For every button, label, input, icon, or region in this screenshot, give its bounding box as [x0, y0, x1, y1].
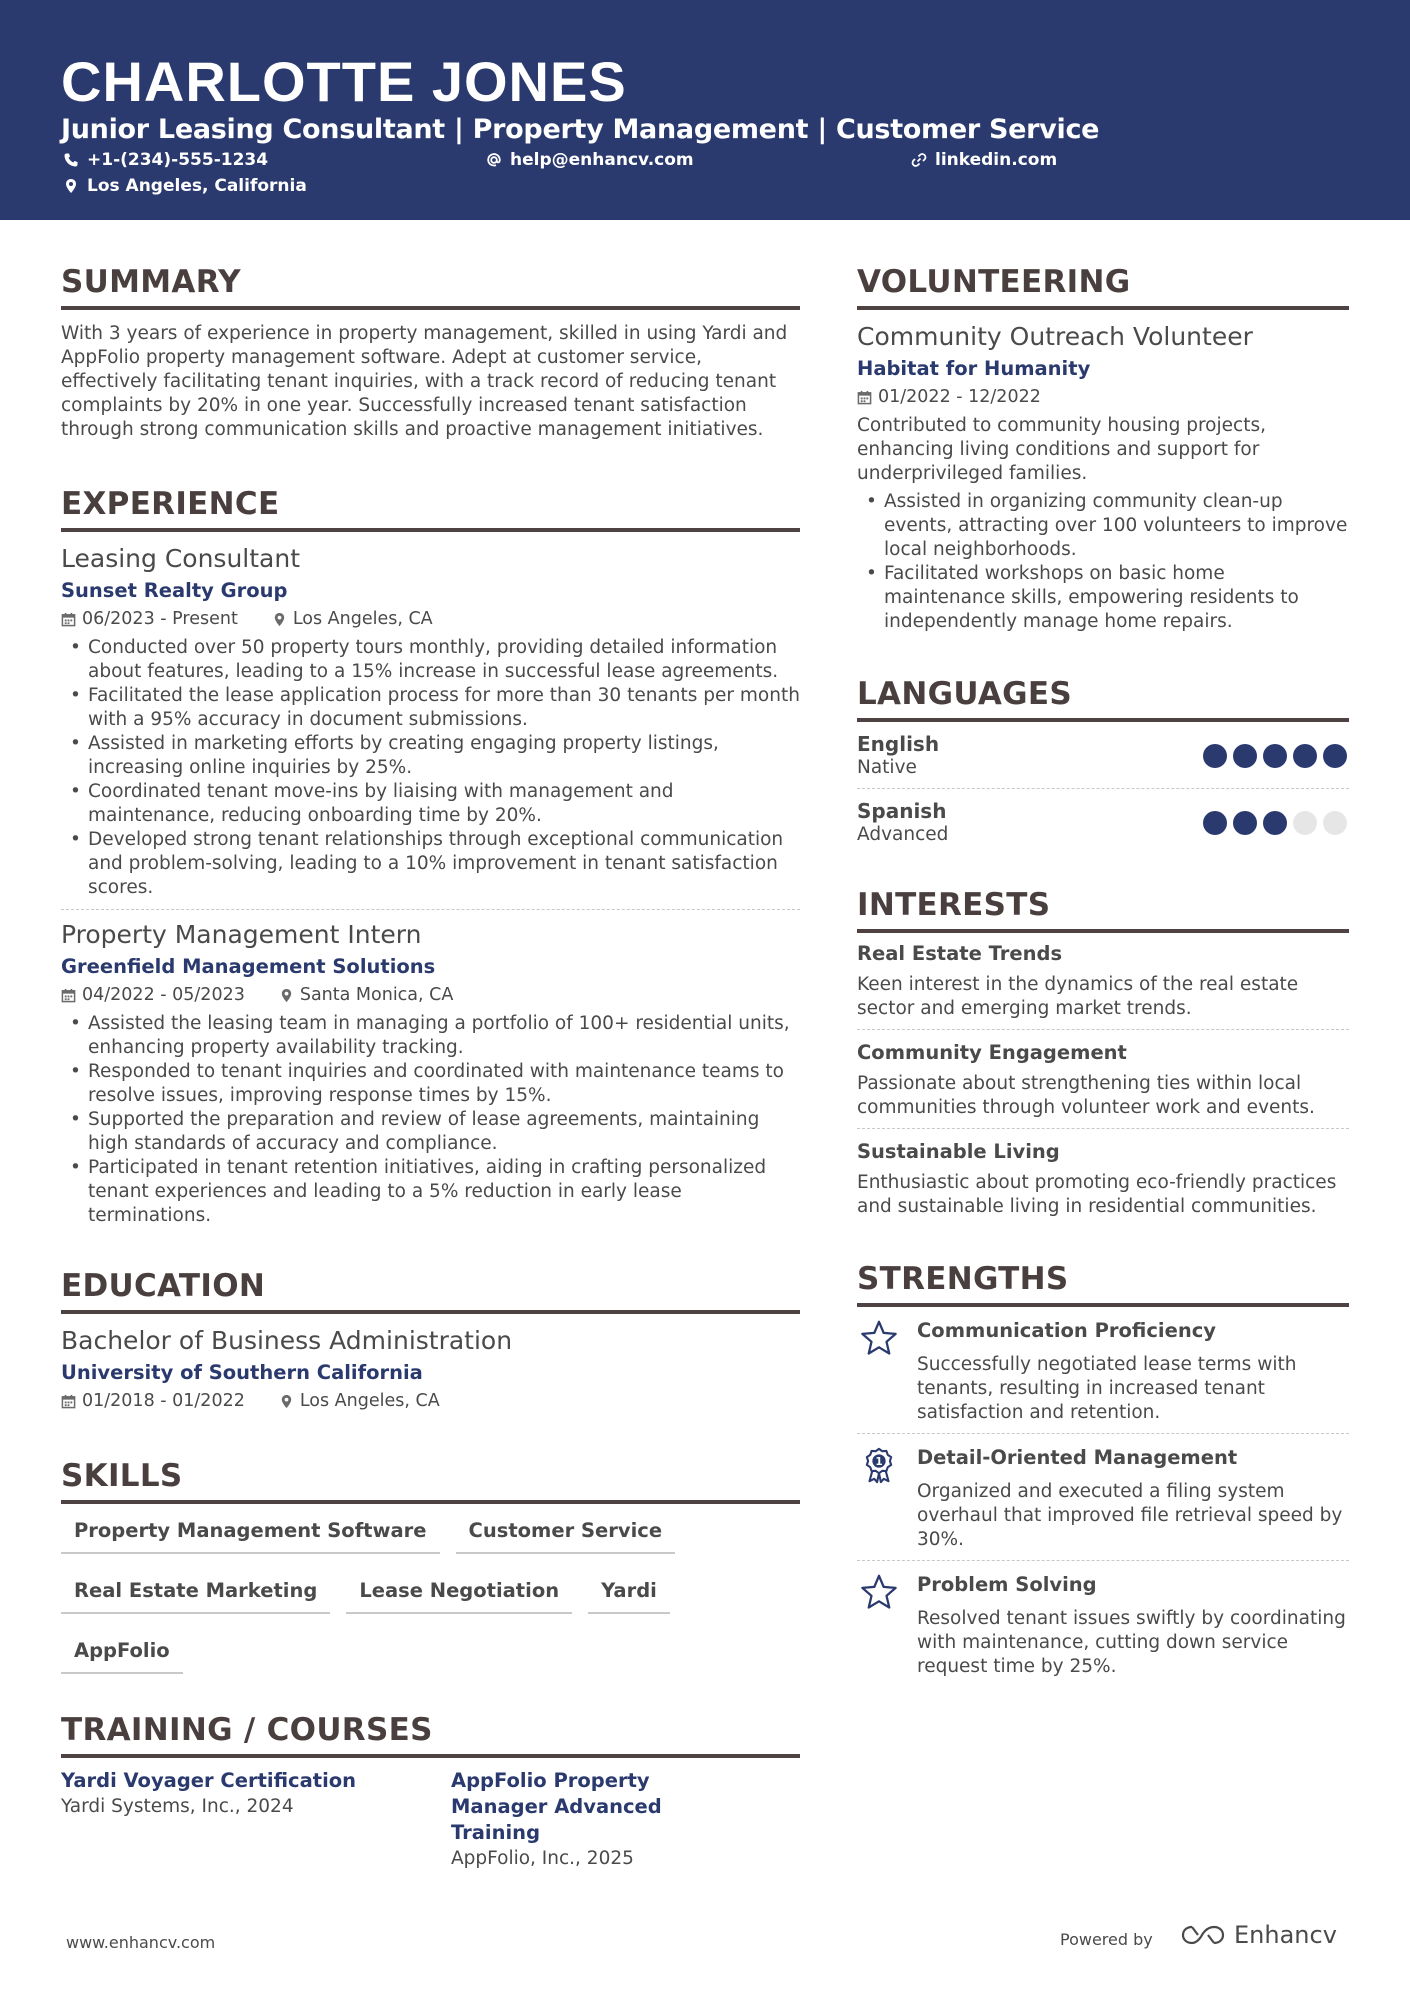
candidate-name: CHARLOTTE JONES — [61, 50, 627, 113]
contact-linkedin[interactable] — [911, 150, 1057, 170]
strength-title: Detail-Oriented Management — [917, 1446, 1238, 1469]
language-level: Native — [857, 757, 917, 778]
course-title: AppFolio Property Manager Advanced Training — [451, 1769, 662, 1844]
strength-text: Organized and executed a filing system overhaul that improved file retrieval speed by 30%. — [917, 1481, 1343, 1550]
summary-heading: SUMMARY — [61, 262, 800, 310]
summary-section — [61, 262, 800, 442]
footer-url[interactable]: www.enhancv.com — [66, 1933, 216, 1952]
courses-list — [61, 1768, 800, 1872]
bullet-item: • Responded to tenant inquiries and coordinated with maintenance teams to resolve issues, improving response times by 15%. — [61, 1060, 800, 1108]
volunteering-heading: VOLUNTEERING — [857, 262, 1349, 310]
job-location: Los Angeles, CA — [292, 609, 433, 629]
strengths-heading: STRENGTHS — [857, 1259, 1349, 1307]
enhancv-logo-icon — [1180, 1923, 1226, 1947]
interest-item — [857, 1030, 1349, 1128]
rating-dot-filled — [1203, 744, 1227, 768]
bullet-item: • Facilitated workshops on basic home maintenance skills, empowering residents to independently manage home repairs. — [857, 562, 1349, 634]
rating-dot-empty — [1293, 811, 1317, 835]
right-column — [857, 262, 1349, 1687]
language-row — [857, 789, 1349, 855]
summary-text: With 3 years of experience in property management, skilled in using Yardi and AppFolio property management software. Adept at customer service, effectively facilitating tenant inquiries, with a track record of reducing tenant complaints by 20% in one year. Successfully increased tenant satisfaction through strong communication skills and proactive management initiatives. — [61, 323, 788, 440]
job-bullets — [61, 1012, 800, 1228]
interest-title: Community Engagement — [857, 1041, 1127, 1064]
rating-dot-empty — [1323, 811, 1347, 835]
course-provider: AppFolio, Inc., 2025 — [451, 1848, 634, 1869]
phone-icon — [63, 152, 79, 168]
strength-text: Successfully negotiated lease terms with tenants, resulting in increased tenant satisfaction and retention. — [917, 1354, 1297, 1423]
rating-dot-filled — [1263, 811, 1287, 835]
rating-dot-filled — [1203, 811, 1227, 835]
strength-item — [857, 1307, 1349, 1433]
skills-list — [61, 1508, 800, 1688]
volunteer-description: Contributed to community housing projects, enhancing living conditions and support for underprivileged families. — [857, 415, 1266, 484]
contact-phone[interactable] — [63, 150, 268, 170]
job-dates: 04/2022 - 05/2023 — [82, 985, 245, 1005]
volunteer-bullets — [857, 490, 1349, 634]
bullet-item: • Developed strong tenant relationships through exceptional communication and problem-solving, leading to a 10% improvement in tenant satisfaction scores. — [61, 828, 800, 900]
location-pin-icon — [279, 988, 294, 1003]
company-name: Greenfield Management Solutions — [61, 955, 436, 978]
company-name: Sunset Realty Group — [61, 579, 288, 602]
skill-tag: AppFolio — [61, 1628, 183, 1674]
volunteer-dates: 01/2022 - 12/2022 — [878, 387, 1041, 407]
location-pin-icon — [272, 612, 287, 627]
bullet-item: • Assisted in organizing community clean-up events, attracting over 100 volunteers to improve local neighborhoods. — [857, 490, 1349, 562]
job-meta — [61, 606, 800, 632]
rating-dot-filled — [1263, 744, 1287, 768]
interest-text: Passionate about strengthening ties within local communities through volunteer work and events. — [857, 1073, 1315, 1118]
course-provider: Yardi Systems, Inc., 2024 — [61, 1796, 294, 1817]
education-dates: 01/2018 - 01/2022 — [82, 1391, 245, 1411]
job-dates: 06/2023 - Present — [82, 609, 238, 629]
bullet-item: • Supported the preparation and review of lease agreements, maintaining high standards of accuracy and compliance. — [61, 1108, 800, 1156]
language-level: Advanced — [857, 824, 949, 845]
strengths-section — [857, 1259, 1349, 1687]
contact-location — [63, 176, 307, 196]
calendar-icon — [61, 1394, 76, 1409]
location-text: Los Angeles, California — [87, 176, 307, 196]
skill-tag: Real Estate Marketing — [61, 1568, 330, 1614]
experience-section — [61, 484, 800, 1228]
interests-heading: INTERESTS — [857, 885, 1349, 933]
course-title: Yardi Voyager Certification — [61, 1769, 357, 1792]
bullet-item: • Facilitated the lease application process for more than 30 tenants per month with a 95% accuracy in document submissions. — [61, 684, 800, 732]
experience-heading: EXPERIENCE — [61, 484, 800, 532]
volunteer-meta — [857, 384, 1349, 410]
skill-tag: Property Management Software — [61, 1508, 440, 1554]
calendar-icon — [857, 390, 872, 405]
svg-text:1: 1 — [875, 1456, 883, 1468]
bullet-item: • Conducted over 50 property tours monthly, providing detailed information about features, leading to a 15% increase in successful lease agreements. — [61, 636, 800, 684]
location-pin-icon — [63, 178, 79, 194]
training-heading: TRAINING / COURSES — [61, 1710, 800, 1758]
skill-tag: Customer Service — [456, 1508, 676, 1554]
skills-section — [61, 1456, 800, 1688]
language-row — [857, 722, 1349, 788]
phone-text: +1-(234)-555-1234 — [87, 150, 269, 170]
email-text: help@enhancv.com — [510, 150, 694, 170]
bullet-item: • Participated in tenant retention initiatives, aiding in crafting personalized tenant experiences and leading to a 5% reduction in early lease terminations. — [61, 1156, 800, 1228]
job-location: Santa Monica, CA — [299, 985, 454, 1005]
strength-item — [857, 1434, 1349, 1560]
language-rating — [1203, 744, 1349, 768]
calendar-icon — [61, 988, 76, 1003]
star-icon — [860, 1319, 898, 1357]
course-item — [61, 1768, 451, 1872]
strength-item — [857, 1561, 1349, 1687]
interest-title: Real Estate Trends — [857, 942, 1063, 965]
enhancv-brand: Enhancv — [1234, 1921, 1337, 1949]
languages-heading: LANGUAGES — [857, 674, 1349, 722]
language-rating — [1203, 811, 1349, 835]
interest-title: Sustainable Living — [857, 1140, 1060, 1163]
divider — [61, 909, 800, 910]
star-icon — [860, 1573, 898, 1611]
volunteering-section — [857, 262, 1349, 634]
job-entry — [61, 918, 800, 1228]
interest-text: Keen interest in the dynamics of the real estate sector and emerging market trends. — [857, 974, 1299, 1019]
contact-email[interactable] — [486, 150, 694, 170]
bullet-item: • Assisted in marketing efforts by creating engaging property listings, increasing online inquiries by 25%. — [61, 732, 800, 780]
job-meta — [61, 982, 800, 1008]
footer-powered-by: Powered by — [1060, 1930, 1153, 1949]
training-section — [61, 1710, 800, 1872]
strength-title: Communication Proficiency — [917, 1319, 1216, 1342]
education-meta — [61, 1388, 800, 1414]
rating-dot-filled — [1293, 744, 1317, 768]
award-icon — [860, 1446, 898, 1484]
candidate-headline: Junior Leasing Consultant | Property Management | Customer Service — [61, 114, 1100, 145]
enhancv-logo[interactable] — [1180, 1921, 1337, 1949]
interest-text: Enthusiastic about promoting eco-friendly practices and sustainable living in residential communities. — [857, 1172, 1337, 1217]
interest-item — [857, 1129, 1349, 1219]
language-name: Spanish — [857, 799, 947, 823]
strength-text: Resolved tenant issues swiftly by coordinating with maintenance, cutting down service request time by 25%. — [917, 1608, 1346, 1677]
job-title: Leasing Consultant — [61, 544, 301, 573]
resume-header — [0, 0, 1410, 220]
education-section — [61, 1266, 800, 1414]
volunteer-role: Community Outreach Volunteer — [857, 322, 1253, 351]
interest-item — [857, 941, 1349, 1029]
linkedin-text: linkedin.com — [935, 150, 1058, 170]
education-heading: EDUCATION — [61, 1266, 800, 1314]
volunteer-org: Habitat for Humanity — [857, 357, 1091, 380]
left-column — [61, 262, 800, 1872]
bullet-item: • Coordinated tenant move-ins by liaising with management and maintenance, reducing onboarding time by 20%. — [61, 780, 800, 828]
job-entry — [61, 542, 800, 900]
interests-section — [857, 885, 1349, 1219]
school-name: University of Southern California — [61, 1361, 423, 1384]
language-name: English — [857, 732, 940, 756]
degree-title: Bachelor of Business Administration — [61, 1326, 513, 1355]
job-bullets — [61, 636, 800, 900]
bullet-item: • Assisted the leasing team in managing a portfolio of 100+ residential units, enhancing property availability tracking. — [61, 1012, 800, 1060]
languages-section — [857, 674, 1349, 855]
location-pin-icon — [279, 1394, 294, 1409]
rating-dot-filled — [1233, 811, 1257, 835]
at-icon — [486, 152, 502, 168]
skills-heading: SKILLS — [61, 1456, 800, 1504]
strength-title: Problem Solving — [917, 1573, 1097, 1596]
course-item — [451, 1768, 751, 1872]
rating-dot-filled — [1323, 744, 1347, 768]
education-location: Los Angeles, CA — [299, 1391, 440, 1411]
link-icon — [911, 152, 927, 168]
calendar-icon — [61, 612, 76, 627]
skill-tag: Yardi — [588, 1568, 670, 1614]
job-title: Property Management Intern — [61, 920, 422, 949]
skill-tag: Lease Negotiation — [346, 1568, 572, 1614]
rating-dot-filled — [1233, 744, 1257, 768]
